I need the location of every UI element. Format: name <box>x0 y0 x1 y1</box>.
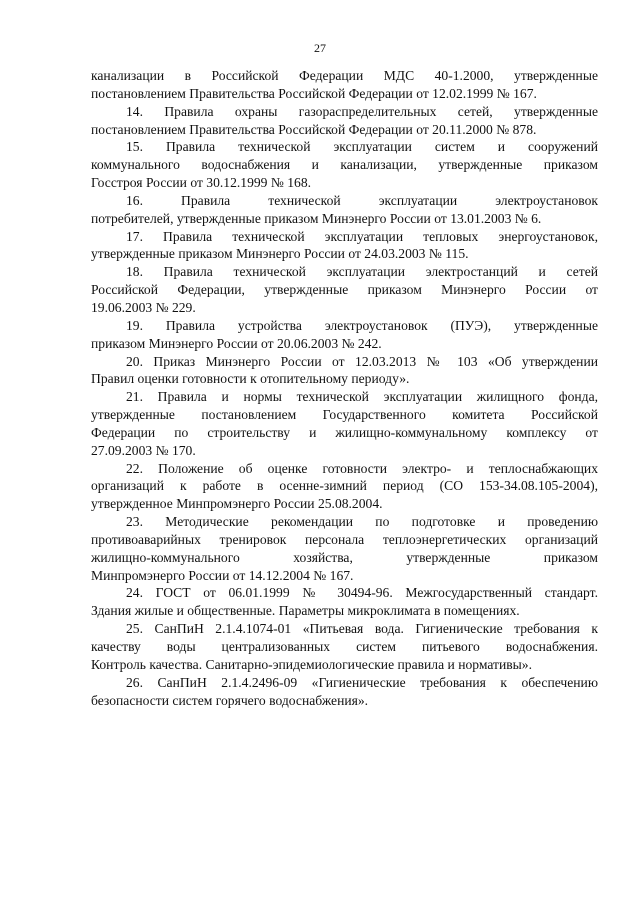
reference-list <box>91 67 598 709</box>
list-item <box>91 620 598 674</box>
list-item <box>91 263 598 317</box>
text-line: приказом Минэнерго России от 20.06.2003 № 242. <box>91 335 382 351</box>
text-line: 20. Приказ Минэнерго России от 12.03.2013 № 103 «Об утверждении <box>126 353 598 369</box>
list-item <box>91 460 598 514</box>
list-item <box>91 317 598 353</box>
list-item <box>91 138 598 192</box>
text-line: 14. Правила охраны газораспределительных сетей, утвержденные <box>126 103 598 119</box>
text-line: 23. Методические рекомендации по подготовке и проведению <box>126 514 598 530</box>
text-line: коммунального водоснабжения и канализации, утвержденные приказом <box>91 157 598 173</box>
list-item <box>91 192 598 228</box>
text-line: жилищно-коммунального хозяйства, утвержденные приказом <box>91 549 598 565</box>
text-line: 19.06.2003 № 229. <box>91 299 196 315</box>
page-number: 27 <box>314 41 326 55</box>
text-line: 17. Правила технической эксплуатации тепловых энергоустановок, <box>126 228 598 244</box>
text-line: 24. ГОСТ от 06.01.1999 № 30494-96. Межгосударственный стандарт. <box>126 585 598 601</box>
text-line: 15. Правила технической эксплуатации систем и сооружений <box>126 139 598 155</box>
text-line: утвержденные постановлением Государственного комитета Российской <box>91 407 598 423</box>
text-line: противоаварийных тренировок персонала теплоэнергетических организаций <box>91 531 598 547</box>
text-line: 27.09.2003 № 170. <box>91 442 196 458</box>
text-line: качеству воды централизованных систем питьевого водоснабжения. <box>91 639 598 654</box>
text-line: постановлением Правительства Российской Федерации от 20.11.2000 № 878. <box>91 121 537 137</box>
list-item <box>91 228 598 264</box>
list-item <box>91 513 598 584</box>
list-item-continuation <box>91 67 598 103</box>
text-line: Контроль качества. Санитарно-эпидемиологические правила и нормативы». <box>91 656 533 672</box>
text-line: Госстроя России от 30.12.1999 № 168. <box>91 175 312 191</box>
list-item <box>91 103 598 139</box>
text-line: Правил оценки готовности к отопительному периоду». <box>91 371 410 387</box>
text-line: утвержденные приказом Минэнерго России от 24.03.2003 № 115. <box>91 246 469 262</box>
list-item <box>91 388 598 459</box>
text-line: утвержденное Минпромэнерго России 25.08.2004. <box>91 496 383 512</box>
list-item <box>91 674 598 710</box>
text-line: Минпромэнерго России от 14.12.2004 № 167. <box>91 567 354 583</box>
text-line: Здания жилые и общественные. Параметры микроклимата в помещениях. <box>91 603 520 619</box>
text-line: 22. Положение об оценке готовности электро- и теплоснабжающих <box>126 460 598 476</box>
text-line: 26. СанПиН 2.1.4.2496-09 «Гигиенические требования к обеспечению <box>126 674 598 690</box>
text-line: 16. Правила технической эксплуатации электроустановок <box>126 192 598 208</box>
text-line: постановлением Правительства Российской Федерации от 12.02.1999 № 167. <box>91 85 537 101</box>
text-line: 21. Правила и нормы технической эксплуатации жилищного фонда, <box>126 389 598 405</box>
text-line: 25. СанПиН 2.1.4.1074-01 «Питьевая вода. Гигиенические требования к <box>126 621 598 637</box>
text-line: канализации в Российской Федерации МДС 40-1.2000, утвержденные <box>91 68 598 83</box>
list-item <box>91 584 598 620</box>
text-line: 18. Правила технической эксплуатации электростанций и сетей <box>126 264 598 280</box>
text-line: 19. Правила устройства электроустановок (ПУЭ), утвержденные <box>126 317 598 333</box>
text-line: потребителей, утвержденные приказом Минэнерго России от 13.01.2003 № 6. <box>91 210 542 226</box>
text-line: организаций к работе в осенне-зимний период (СО 153-34.08.105-2004), <box>91 478 598 494</box>
text-line: Российской Федерации, утвержденные приказом Минэнерго России от <box>91 282 598 298</box>
text-line: Федерации по строительству и жилищно-коммунальному комплексу от <box>91 424 598 440</box>
list-item <box>91 353 598 389</box>
text-line: безопасности систем горячего водоснабжения». <box>91 692 369 708</box>
